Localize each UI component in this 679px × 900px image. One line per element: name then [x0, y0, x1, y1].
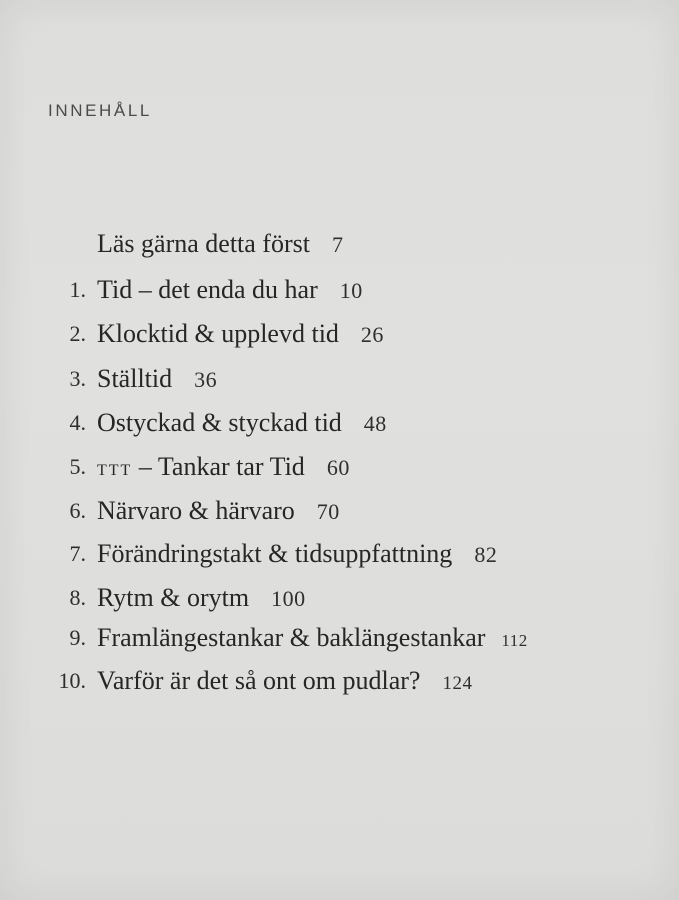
- entry-page-number: 48: [363, 411, 387, 436]
- entry-title-wrap: [97, 272, 363, 309]
- toc-entry-7: [0, 536, 679, 572]
- entry-number: 2.: [69, 321, 86, 346]
- entry-title: Klocktid & upplevd tid: [97, 319, 339, 348]
- entry-title: – Tankar tar Tid: [132, 452, 305, 481]
- entry-title: Rytm & orytm: [97, 583, 250, 612]
- entry-title-wrap: [97, 620, 528, 659]
- entry-number: 8.: [69, 585, 86, 610]
- entry-page-number: 100: [271, 586, 306, 611]
- entry-title-wrap: [97, 226, 343, 263]
- entry-title: Närvaro & härvaro: [97, 496, 295, 525]
- entry-title-wrap: [97, 536, 497, 573]
- entry-title: Ställtid: [97, 364, 173, 393]
- entry-page-number: 112: [501, 631, 528, 650]
- entry-number: 5.: [69, 454, 86, 479]
- toc-entry-5: [0, 449, 679, 485]
- entry-page-number: 10: [339, 278, 363, 303]
- entry-title: Framlängestankar & baklängestankar: [97, 623, 486, 652]
- contents-heading: INNEHÅLL: [48, 101, 152, 120]
- entry-page-number: 26: [360, 322, 384, 347]
- toc-entry-8: [0, 580, 679, 616]
- entry-number: 3.: [69, 366, 86, 391]
- toc-entry-9: [0, 620, 679, 656]
- toc-entry-3: [0, 361, 679, 397]
- entry-page-number: 7: [331, 232, 344, 257]
- entry-number: 10.: [58, 668, 86, 693]
- entry-title-acronym: TTT: [97, 462, 133, 479]
- toc-entry-intro: [0, 226, 679, 262]
- entry-page-number: 82: [474, 542, 498, 567]
- toc-entry-4: [0, 405, 679, 441]
- entry-title-wrap: [97, 316, 384, 353]
- toc-entry-2: [0, 316, 679, 352]
- entry-number: 4.: [69, 410, 86, 435]
- toc-entry-6: [0, 493, 679, 529]
- entry-title-wrap: [97, 663, 472, 702]
- entry-title: Ostyckad & styckad tid: [97, 408, 342, 437]
- entry-title-wrap: [97, 405, 387, 442]
- entry-number: 1.: [69, 277, 86, 302]
- entry-number: 6.: [69, 498, 86, 523]
- entry-page-number: 36: [194, 367, 218, 392]
- entry-page-number: 124: [442, 673, 473, 694]
- entry-title-wrap: [97, 580, 306, 617]
- toc-entry-10: [0, 663, 679, 699]
- entry-number: 9.: [69, 625, 86, 650]
- entry-page-number: 70: [316, 499, 340, 524]
- entry-title-wrap: [97, 361, 217, 398]
- entry-page-number: 60: [326, 455, 350, 480]
- toc-entry-1: [0, 272, 679, 308]
- entry-title: Läs gärna detta först: [97, 229, 310, 258]
- entry-title: Varför är det så ont om pudlar?: [97, 666, 421, 695]
- entry-title: Tid – det enda du har: [97, 275, 318, 304]
- entry-number: 7.: [69, 541, 86, 566]
- entry-title-wrap: [97, 493, 340, 530]
- entry-title-wrap: [97, 449, 350, 489]
- entry-title: Förändringstakt & tidsuppfattning: [97, 539, 453, 568]
